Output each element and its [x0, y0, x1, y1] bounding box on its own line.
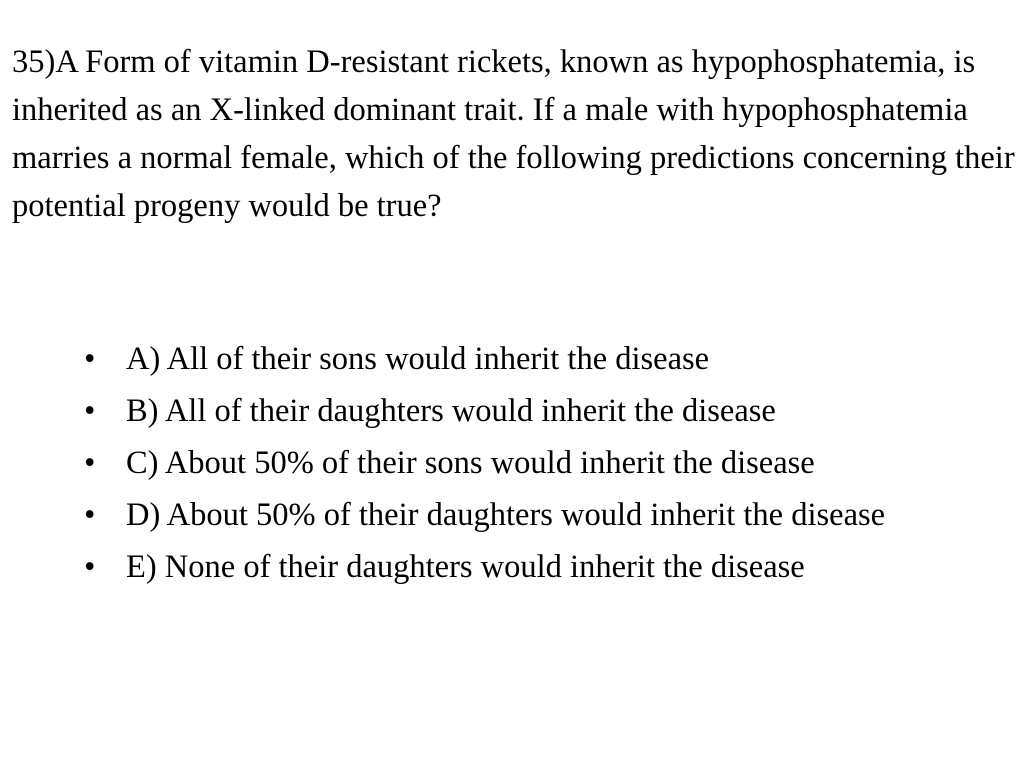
- bullet-icon: •: [84, 445, 96, 481]
- option-e-text: E) None of their daughters would inherit the disease: [126, 549, 805, 585]
- bullet-icon: •: [84, 497, 96, 533]
- option-b-text: B) All of their daughters would inherit the disease: [126, 393, 776, 429]
- option-e: [82, 546, 982, 589]
- option-a-text: A) All of their sons would inherit the disease: [126, 341, 710, 377]
- question-text: 35)A Form of vitamin D-resistant rickets, known as hypophosphatemia, is inherited as an X-linked dominant trait. If a male with hypophosphatemia marries a normal female, which of the following predictions concerning their potential progeny would be true?: [12, 44, 1015, 224]
- option-d-text: D) About 50% of their daughters would inherit the disease: [126, 497, 886, 533]
- option-d: [82, 494, 982, 537]
- bullet-icon: •: [84, 341, 96, 377]
- answer-options-list: [82, 338, 982, 598]
- option-a: [82, 338, 982, 381]
- option-c-text: C) About 50% of their sons would inherit the disease: [126, 445, 815, 481]
- bullet-icon: •: [84, 393, 96, 429]
- option-b: [82, 390, 982, 433]
- option-c: [82, 442, 982, 485]
- bullet-icon: •: [84, 549, 96, 585]
